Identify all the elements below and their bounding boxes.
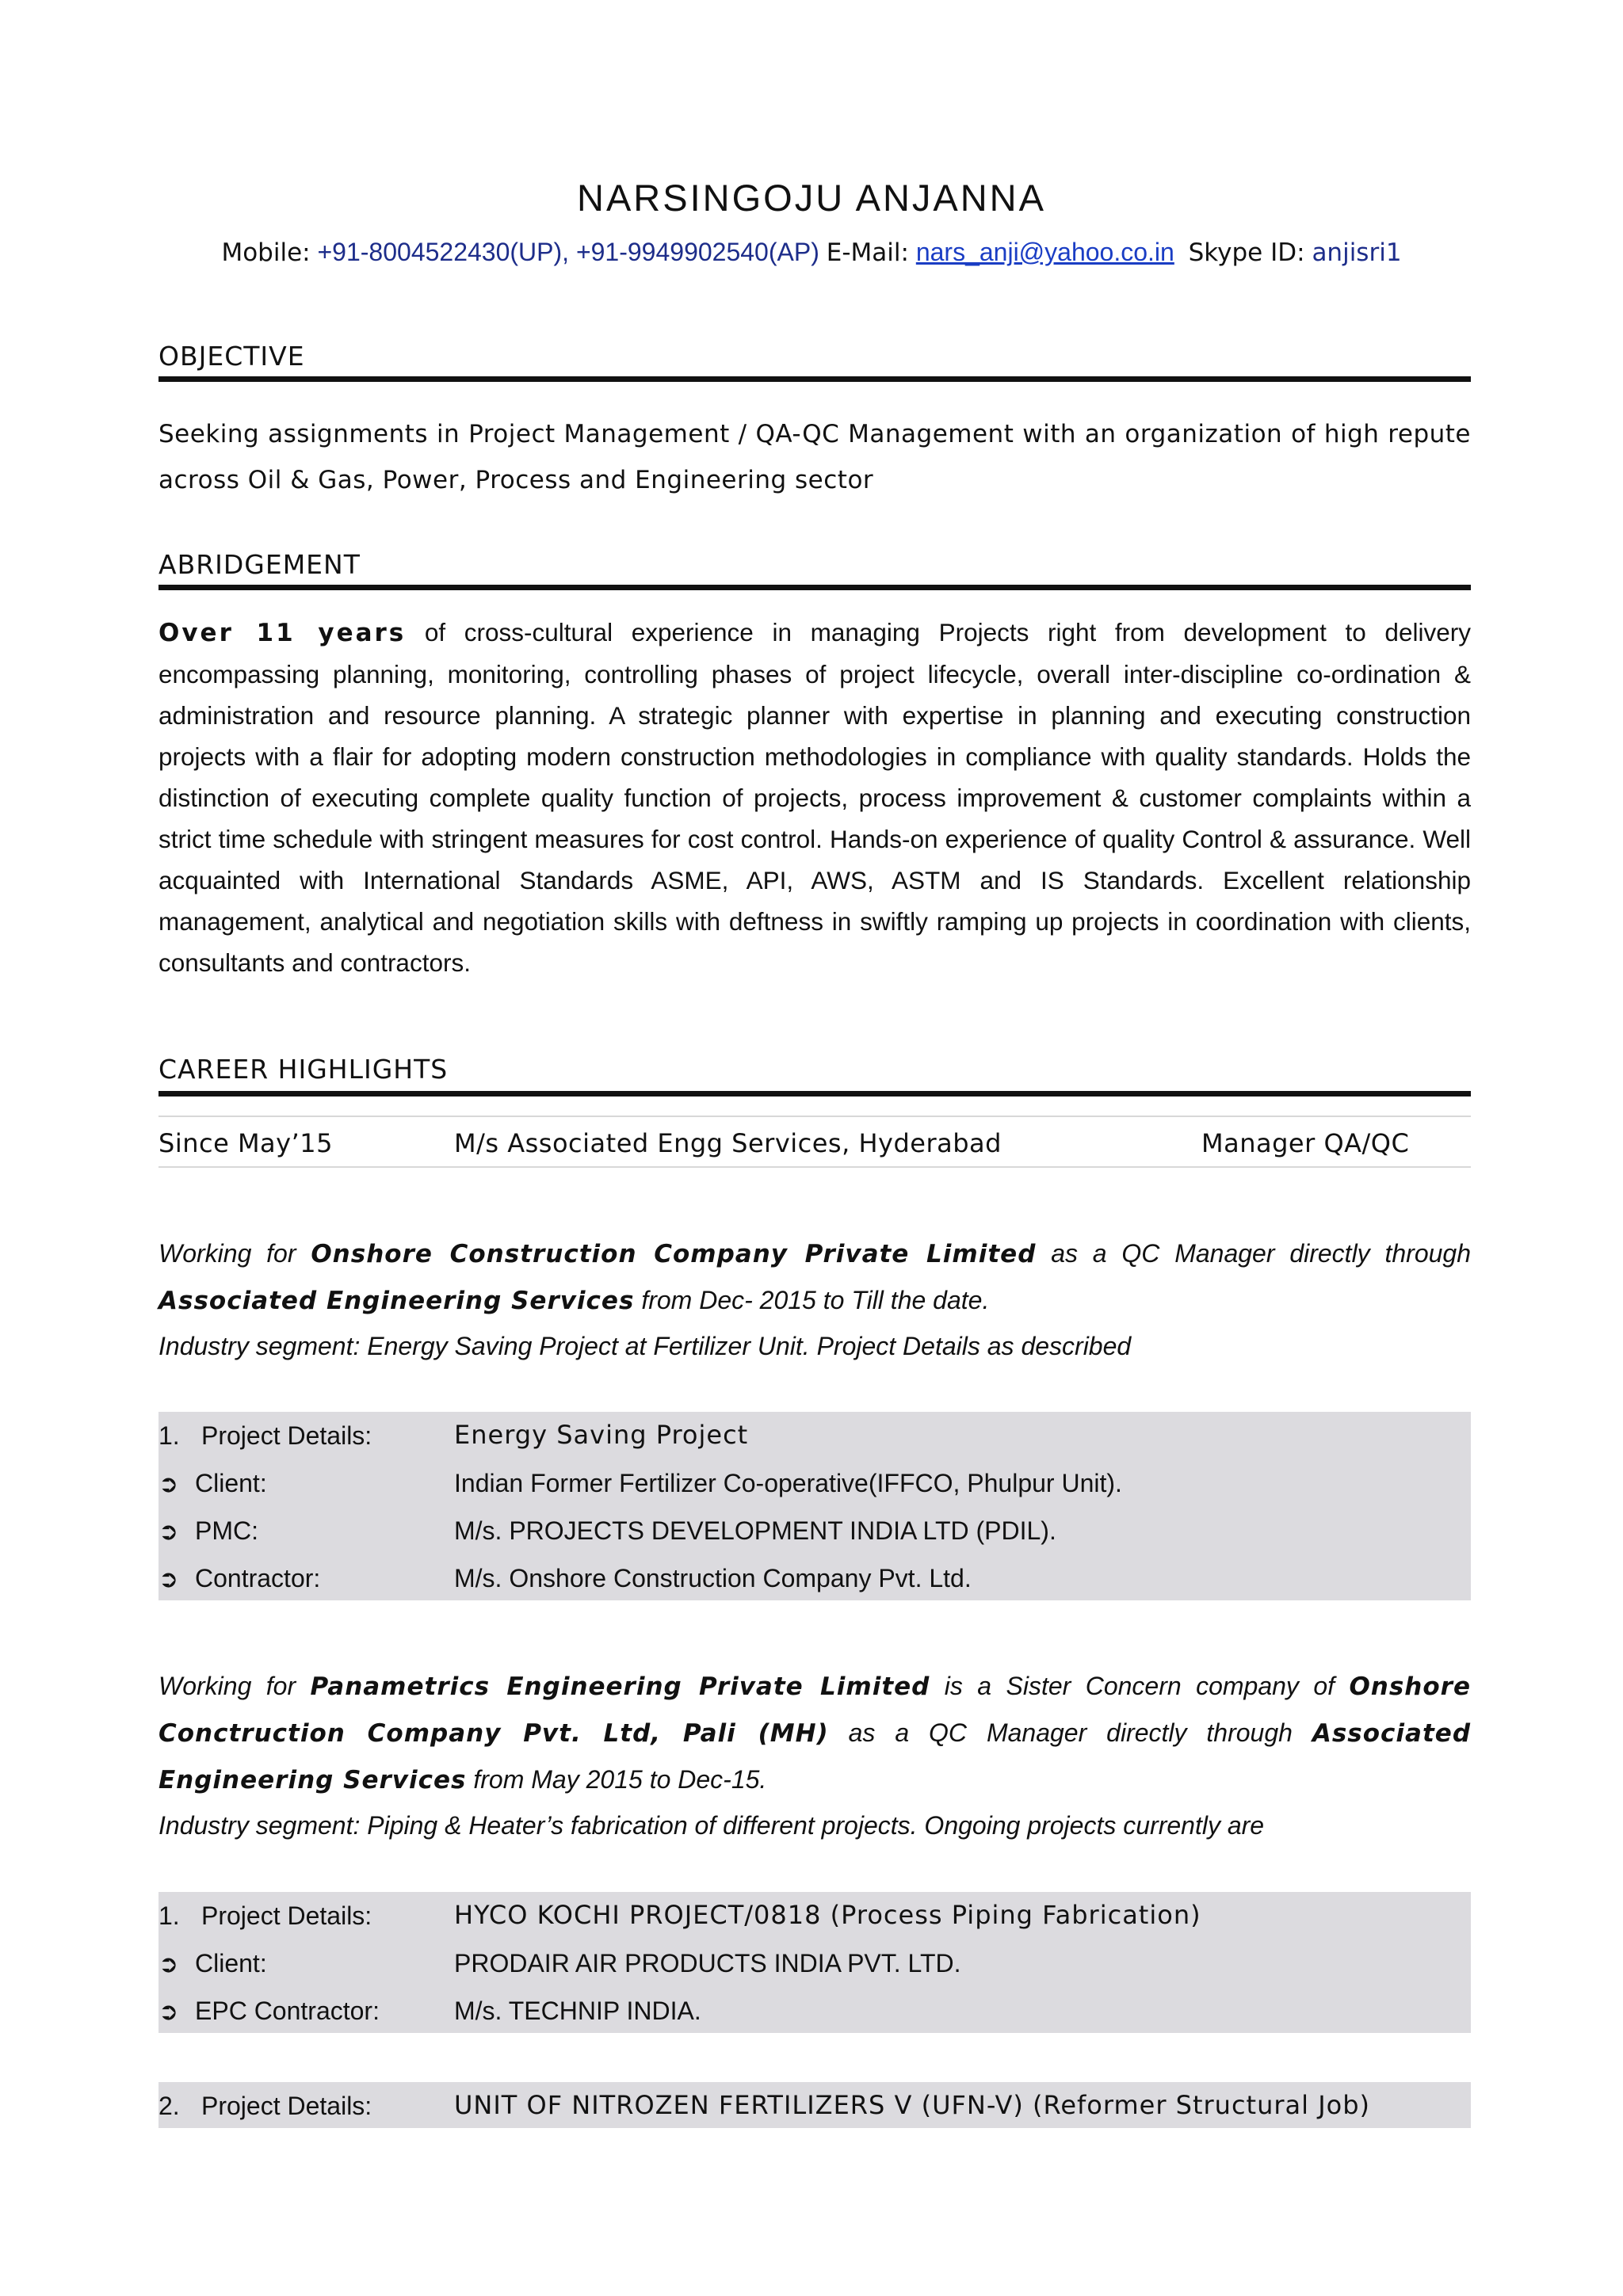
career-row-bottom-line bbox=[158, 1166, 1471, 1168]
project-row: 1. Project Details: Energy Saving Project bbox=[158, 1420, 749, 1450]
project-title: Energy Saving Project bbox=[454, 1420, 749, 1450]
objective-heading: OBJECTIVE bbox=[158, 341, 305, 372]
abridgement-text bbox=[158, 612, 1471, 983]
project-title: UNIT OF NITROZEN FERTILIZERS V (UFN-V) (Reformer Structural Job) bbox=[454, 2090, 1370, 2120]
abridgement-rule bbox=[158, 585, 1471, 590]
abridgement-lead: Over 11 years bbox=[158, 619, 407, 647]
career-role: Manager QA/QC bbox=[1201, 1128, 1410, 1158]
panametrics-paragraph: Working for Panametrics Engineering Private Limited is a Sister Concern company of Onshore Conctruction Company Pvt. Ltd, Pali (MH) as a QC Manager directly through Associated Engineering Services from May 2015 to Dec-15. bbox=[158, 1672, 1472, 1794]
industry-segment-1: Industry segment: Energy Saving Project at Fertilizer Unit. Project Details as described bbox=[158, 1332, 1132, 1360]
project-box-3 bbox=[158, 2082, 1471, 2128]
project-row: ➲ EPC Contractor: M/s. TECHNIP INDIA. bbox=[158, 1997, 701, 2025]
email-link[interactable]: nars_anji@yahoo.co.in bbox=[915, 238, 1174, 266]
arrow-bullet-icon: ➲ bbox=[158, 1519, 179, 1545]
objective-rule bbox=[158, 376, 1471, 382]
project-row: 2. Project Details: UNIT OF NITROZEN FERTILIZERS V (UFN-V) (Reformer Structural Job) bbox=[158, 2090, 1370, 2120]
industry-segment-2: Industry segment: Piping & Heater’s fabrication of different projects. Ongoing projects currently are bbox=[158, 1811, 1265, 1840]
career-company: M/s Associated Engg Services, Hyderabad bbox=[454, 1128, 1002, 1158]
mobile-value: +91-8004522430(UP), +91-9949902540(AP) bbox=[317, 238, 819, 266]
contact-line bbox=[0, 238, 1623, 267]
mobile-label: Mobile: bbox=[221, 238, 311, 267]
skype-value: anjisri1 bbox=[1312, 238, 1402, 267]
project-box-2 bbox=[158, 1892, 1471, 2033]
project-row: ➲ Contractor: M/s. Onshore Construction Company Pvt. Ltd. bbox=[158, 1564, 972, 1592]
arrow-bullet-icon: ➲ bbox=[158, 1471, 179, 1497]
career-row-top-line bbox=[158, 1116, 1471, 1117]
career-period: Since May’15 bbox=[158, 1128, 333, 1158]
project-row: ➲ Client: PRODAIR AIR PRODUCTS INDIA PVT. LTD. bbox=[158, 1949, 961, 1978]
career-heading: CAREER HIGHLIGHTS bbox=[158, 1054, 449, 1085]
objective-text: Seeking assignments in Project Management / QA-QC Management with an organization of high repute across Oil & Gas, Power, Process and Engineering sector bbox=[158, 420, 1471, 494]
abridgement-body: of cross-cultural experience in managing Projects right from development to delivery encompassing planning, monitoring, controlling phases of project lifecycle, overall inter-discipline co-ordination & administration and resource planning. A strategic planner with expertise in planning and executing construction projects with a flair for adopting modern construction methodologies in compliance with quality standards. Holds the distinction of executing complete quality function of projects, process improvement & customer complaints within a strict time schedule with stringent measures for cost control. Hands-on experience of quality Control & assurance. Well acquainted with International Standards ASME, API, AWS, ASTM and IS Standards. Excellent relationship management, analytical and negotiation skills with deftness in swiftly ramping up projects in coordination with clients, consultants and contractors. bbox=[158, 618, 1471, 977]
abridgement-heading: ABRIDGEMENT bbox=[158, 549, 361, 580]
candidate-name: NARSINGOJU ANJANNA bbox=[577, 177, 1046, 219]
email-label: E-Mail: bbox=[826, 238, 909, 267]
skype-label: Skype ID: bbox=[1188, 238, 1305, 267]
onshore-paragraph: Working for Onshore Construction Company Private Limited as a QC Manager directly through Associated Engineering Services from Dec- 2015 to Till the date. bbox=[158, 1239, 1472, 1315]
arrow-bullet-icon: ➲ bbox=[158, 1999, 179, 2025]
arrow-bullet-icon: ➲ bbox=[158, 1566, 179, 1592]
project-box-1 bbox=[158, 1412, 1471, 1600]
project-row: ➲ Client: Indian Former Fertilizer Co-operative(IFFCO, Phulpur Unit). bbox=[158, 1469, 1122, 1497]
project-row: ➲ PMC: M/s. PROJECTS DEVELOPMENT INDIA LTD (PDIL). bbox=[158, 1516, 1056, 1545]
project-row: 1. Project Details: HYCO KOCHI PROJECT/0818 (Process Piping Fabrication) bbox=[158, 1900, 1201, 1930]
career-rule bbox=[158, 1091, 1471, 1097]
project-title: HYCO KOCHI PROJECT/0818 (Process Piping Fabrication) bbox=[454, 1900, 1201, 1930]
arrow-bullet-icon: ➲ bbox=[158, 1951, 179, 1978]
